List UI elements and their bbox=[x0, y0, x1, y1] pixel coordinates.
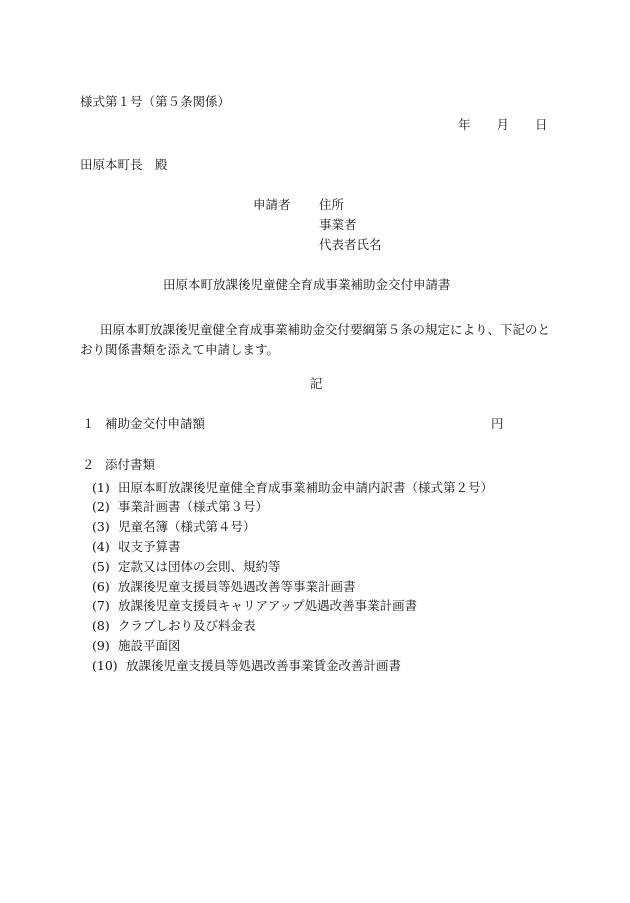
attachment-list bbox=[92, 478, 493, 676]
list-item: (4) 収支予算書 bbox=[92, 539, 181, 555]
applicant-fields bbox=[319, 199, 382, 259]
list-item: (9) 施設平面図 bbox=[92, 638, 181, 654]
list-item: (6) 放課後児童支援員等処遇改善等事業計画書 bbox=[92, 578, 356, 594]
list-item: (5) 定款又は団体の会則、規約等 bbox=[92, 558, 281, 574]
date-line bbox=[458, 119, 548, 132]
date-month: 月 bbox=[496, 117, 510, 132]
list-item: (1) 田原本町放課後児童健全育成事業補助金申請内訳書（様式第２号） bbox=[92, 479, 494, 495]
section1-unit: 円 bbox=[491, 416, 504, 431]
section1-number: １ bbox=[82, 416, 95, 431]
section1-label: 補助金交付申請額 bbox=[105, 416, 206, 431]
business-label: 事業者 bbox=[319, 217, 357, 232]
addressee: 田原本町長 殿 bbox=[80, 157, 168, 172]
section2-number: ２ bbox=[82, 457, 95, 472]
date-year: 年 bbox=[458, 117, 471, 132]
date-day: 日 bbox=[535, 117, 548, 132]
section2-label: 添付書類 bbox=[105, 457, 156, 472]
list-item: (10) 放課後児童支援員等処遇改善事業賃金改善計画書 bbox=[92, 657, 402, 673]
list-item: (8) クラブしおり及び料金表 bbox=[92, 618, 256, 634]
applicant-label: 申請者 bbox=[253, 197, 291, 212]
list-item: (7) 放課後児童支援員キャリアアップ処遇改善事業計画書 bbox=[92, 598, 418, 614]
list-item: (3) 児童名簿（様式第４号） bbox=[92, 519, 256, 535]
form-number: 様式第１号（第５条関係） bbox=[80, 94, 231, 109]
representative-label: 代表者氏名 bbox=[319, 237, 382, 252]
ki-heading: 記 bbox=[310, 376, 323, 391]
document-title: 田原本町放課後児童健全育成事業補助金交付申請書 bbox=[163, 277, 451, 292]
body-text: 田原本町放課後児童健全育成事業補助金交付要綱第５条の規定により、下記のとおり関係書類を添えて申請します。 bbox=[80, 322, 551, 357]
address-label: 住所 bbox=[319, 197, 345, 212]
list-item: (2) 事業計画書（様式第３号） bbox=[92, 499, 269, 515]
